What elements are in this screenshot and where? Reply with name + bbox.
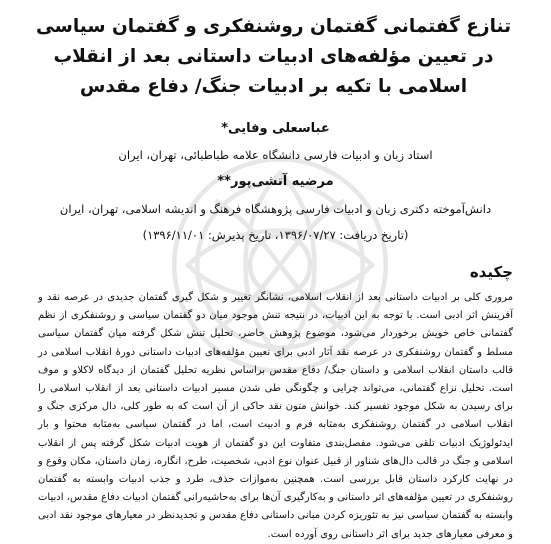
author-name: عباسعلی وفایی*: [221, 121, 330, 136]
paper-title: تنازع گفتمانی گفتمان روشنفکری و گفتمان سیاسی در تعیین مؤلفه‌های ادبیات داستانی بعد از انقلاب اسلامی با تکیه بر ادبیات جنگ/ دفاع مقدس: [35, 16, 512, 97]
author-name: مرضیه آتشی‌پور**: [217, 174, 334, 189]
abstract-body: مروری کلی بر ادبیات داستانی بعد از انقلاب اسلامی، نشانگر تغییر و شکل گیری گفتمان جدیدی در عرصه نقد و آفرینش اثر ادبی است. با توجه به این ادبیات، در نتیجه تنش موجود میان دو گفتمان سیاسی و روشنفکری از نظم گفتمانی خاص خویش برخوردار می‌شود، موضوع پژوهش حاضر، تحلیل تنش شکل گرفته میان گفتمان سیاسی مسلط و گفتمان روشنفکری در عرصه نقد آثار ادبی برای تعیین مؤلفه‌های ادبیات داستانی دورۀ انقلاب اسلامی در قالب داستان انقلاب اسلامی و داستان جنگ/ دفاع مقدس براساس نظریه تحلیل گفتمان از دیدگاه لاکلاو و موف است. تحلیل نزاع گفتمانی، می‌تواند چرایی و چگونگی طی شدن مسیر ادبیات داستانی بعد از انقلاب اسلامی را برای رسیدن به شکل موجود تفسیر کند. خوانش متون نقد حاکی از آن است که به طور کلی، دال مرکزی جنگ و انقلاب اسلامی در گفتمان روشنفکری به‌مثابه فرم و ادبیت است، اما در گفتمان سیاسی به‌مثابه محتوا و بار ایدئولوژیک ادبیات تلقی می‌شود. مفصل‌بندی متفاوت این دو گفتمان از هویت ادبیات شکل گرفته پس از انقلاب اسلامی و جنگ در قالب دال‌های شناور از قبیل عنوان نوع ادبی، شخصیت، طرح، انگاره، زمان داستان، مکان وقوع و در نهایت کارکرد داستان قابل بررسی است. همچنین به‌موازات حذف، طرد و جذب ادبیات وابسته به گفتمان روشنفکری در تعیین مؤلفه‌های اثر داستانی و به‌کارگیری آن‌ها برای به‌حاشیه‌رانی گفتمان ادبیات دفاع مقدس، ادبیات وابسته به گفتمان سیاسی نیز به تئوریزه کردن مبانی داستانی دفاع مقدس و تجدیدنظر در معیارهای موجود نقد ادبی و معرفی معیارهای جدید برای اثر داستانی روی آورده است.: [38, 292, 513, 540]
author-affiliation: دانش‌آموخته دکتری زبان و ادبیات فارسی پژوهشگاه فرهنگ و اندیشه اسلامی، تهران، ایران: [59, 202, 492, 216]
submission-dates: (تاریخ دریافت: ۱۳۹۶/۰۷/۲۷، تاریخ پذیرش: ۱۳۹۶/۱۱/۰۱): [142, 228, 409, 242]
author-affiliation: استاد زبان و ادبیات فارسی دانشگاه علامه طباطبائی، تهران، ایران: [118, 148, 433, 162]
abstract-heading: چکیده: [469, 263, 513, 281]
